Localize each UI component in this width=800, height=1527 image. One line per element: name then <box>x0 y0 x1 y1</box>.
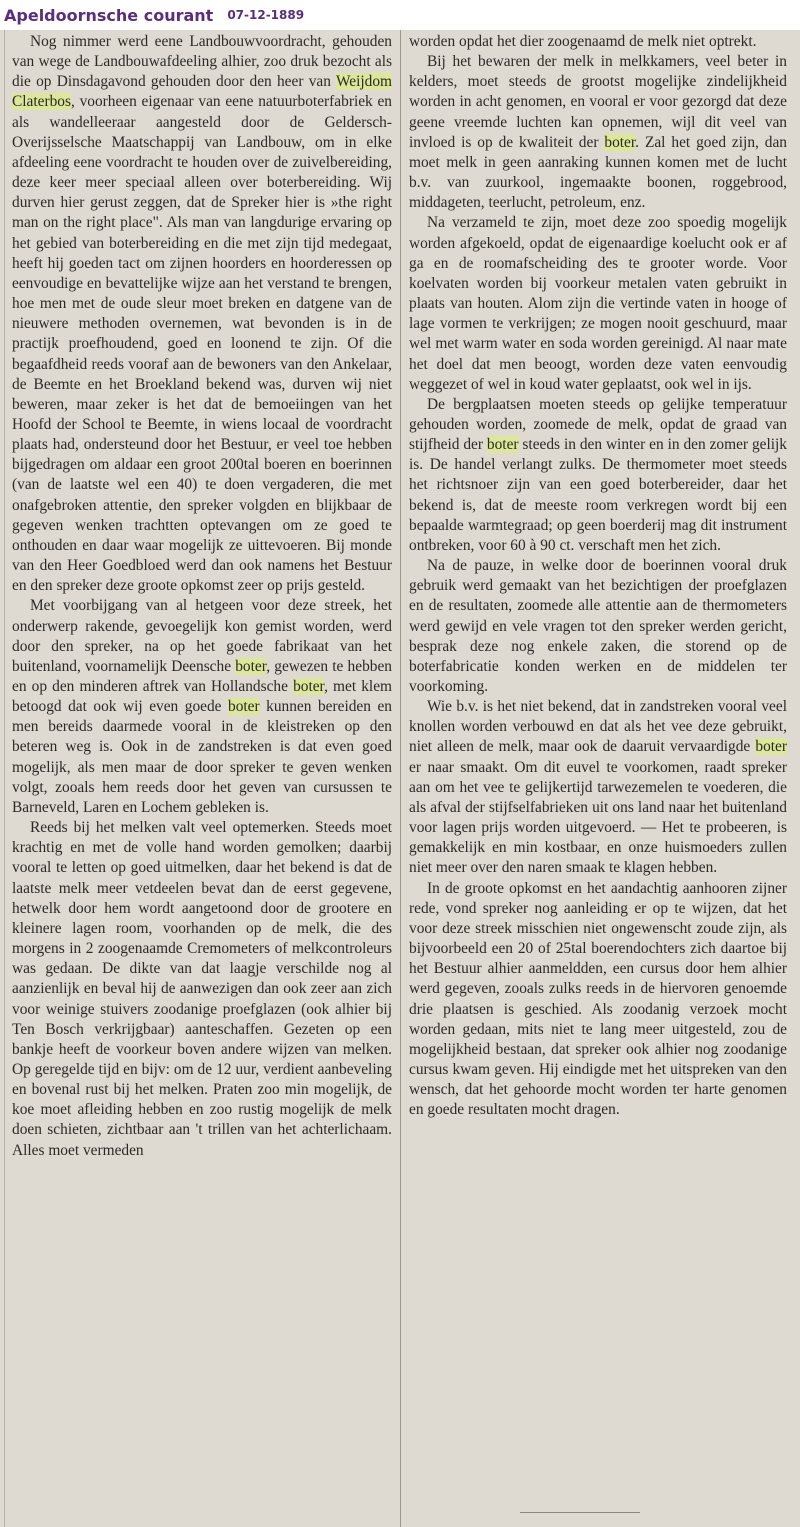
article-text: kunnen bereiden en men bereids daarmede vooral in de kleistreken op den beteren weg is. Ook in de zandstreken is dat even goed mogelijk, als men maar de door spreker te geven wenken volgt, zooals hem reeds door het geven van cursussen te Barneveld, Laren en Lochem gebleken is. <box>12 698 392 816</box>
article-end-rule <box>520 1512 640 1513</box>
search-highlight: boter <box>235 657 267 675</box>
article-text: er naar smaakt. Om dit euvel te voorkomen, raadt spreker aan om het vee te gelijkertijd tarwezemelen te voederen, die als afval der stijfselfabrieken uit ons land naar het buitenland voor lagen prijs worden uitgevoerd. — Het te probeeren, is gemakkelijk en min kostbaar, en onze huismoeders zullen niet meer over den naren smaak te klagen hebben. <box>409 758 787 877</box>
article-text: Nog nimmer werd eene Landbouwvoordracht, gehouden van wege de Landbouwafdeeling alhier, zoo druk bezocht als die op Dinsdagavond gehouden door den heer van <box>12 33 392 91</box>
article-paragraph <box>409 213 787 394</box>
article-text: Na verzameld te zijn, moet deze zoo spoedig mogelijk worden afgekoeld, opdat de eigenaardige koelucht ook er af ga en de roomafscheiding des te grooter worde. Voor koelvaten worden bij voorkeur metalen vaten gebruikt in plaats van houten. Alom zijn die vertinde vaten in hooge of lage vormen te verkrijgen; ze mogen nooit geschuurd, maar wel met warm water en soda worden gereinigd. Al naar mate het doel dat men beoogt, worden deze vaten eenvoudig weggezet of wel in koud water geplaatst, ook wel in ijs. <box>409 214 787 393</box>
article-paragraph <box>12 818 392 1161</box>
article-text: Na de pauze, in welke door de boerinnen vooral druk gebruik werd gemaakt van het bezichtigen der proefglazen en de resultaten, zoomede alle attentie aan de thermometers werd gewijd en vele vragen tot den spreker werden gericht, besprak deze nog enkele zaken, die storend op de boterfabricatie konden werken en de middelen ter voorkoming. <box>409 557 787 695</box>
publication-date: 07-12-1889 <box>227 8 305 22</box>
article-text: . Zal het goed zijn, dan moet melk in geen aanraking kunnen komen met de lucht b.v. van zuurkool, ingemaakte boonen, roggebrood, middageten, teerlucht, petroleum, enz. <box>409 133 787 212</box>
article-paragraph <box>12 32 392 596</box>
article-paragraph <box>409 879 787 1121</box>
article-text: , voorheen eigenaar van eene natuurboterfabriek en als wandelleeraar aangesteld door de Geldersch-Overijsselsche Maatschappij van Landbouw, om in elke afdeeling eene voordracht te houden over de zuivelbereiding, deze keer meer speciaal alleen over boterbereiding. Wij durven hier gerust zeggen, dat de Spreker hier is »the right man on the right place". Als man van langdurige ervaring op het gebied van boterbereiding en die met zijn tijd medegaat, heeft hij goeden tact om zijnen hoorders en hoorderessen op eenvoudige en bevattelijke wijze aan het verstand te brengen, hoe men met de oude sleur moet breken en datgene van de nieuwere methoden overnemen, wat bevonden is in de practijk proefhoudend, goed en loonend te zijn. Of die begaafdheid reeds vooraf aan de bewoners van den Ankelaar, de Beemte en het Broekland bekend was, durven wij niet beweren, maar zeker is het dat de bemoeiingen van het Hoofd der School te Beemte, in wiens locaal de voordracht plaats had, ondersteund door het Bestuur, er veel toe hebben bijgedragen om aldaar een groot 200tal boeren en boerinnen (van de laatste wel een 40) te doen vergaderen, die met onafgebroken attentie, den spreker volgden en blijkbaar de gegeven wenken trachtten optevangen om ze goed te onthouden en daar waar mogelijk ze uittevoeren. Bij monde van den Heer Goedbloed werd dan ook namens het Bestuur en den spreker deze groote opkomst zeer op prijs gesteld. <box>12 93 392 595</box>
search-highlight: boter <box>293 678 325 695</box>
newspaper-title: Apeldoornsche courant <box>4 5 214 25</box>
page-header <box>0 0 800 30</box>
clipping-edge-rule <box>4 30 5 1527</box>
article-paragraph <box>409 395 787 556</box>
article-paragraph <box>409 556 787 697</box>
article-text: , met klem betoogd dat ook wij even goede <box>12 678 392 716</box>
search-highlight: boter <box>486 436 519 454</box>
article-text: Reeds bij het melken valt veel optemerken. Steeds moet krachtig en met de volle hand worden gemolken; daarbij vooral te letten op goed uitmelken, daar het bekend is dat de laatste melk meer vetdeelen bevat dan de eerst gegevene, hetwelk door hem wordt aangetoond door de grootere en kleinere lagen room, voorhanden op de melk, die des morgens in 2 zoogenaamde Cremometers of melkcontroleurs was gedaan. De dikte van dat laagje verschilde nog al aanzienlijk en beval hij de aanwezigen dan ook zeer aan zich voor weinige stuivers zoodanige proefglazen (ook alhier bij Ten Bosch verkrijgbaar) aanteschaffen. Gezeten op een bankje heeft de voorkeur boven andere wijzen van melken. Op geregelde tijd en bijv: om de 12 uur, verdient aanbeveling en bovenal rust bij het melken. Praten zoo min mogelijk, de koe moet afleiding hebben en zoo rustig mogelijk de melk doen schieten, zichtbaar aan 't trillen van het achterlichaam. Alles moet vermeden <box>12 819 392 1159</box>
search-highlight: boter <box>604 133 636 151</box>
article-paragraph <box>12 596 392 818</box>
article-text: Wie b.v. is het niet bekend, dat in zandstreken vooral veel knollen worden verbouwd en dat als het vee deze gebruikt, niet alleen de melk, maar ook de daaruit vervaardigde <box>409 698 787 756</box>
article-text: steeds in den winter en in den zomer gelijk is. De handel verlangt zulks. De thermometer moet steeds het richtsnoer zijn van een goed boterbereider, daar het bekend is, dat de meeste room verkregen wordt bij een bepaalde warmtegraad; op geen boerderij mag dit instrument ontbreken, voor 60 à 90 ct. verschaft men het zich. <box>409 436 787 554</box>
article-column-left <box>12 30 392 1527</box>
column-divider <box>400 30 401 1527</box>
search-highlight: boter <box>228 698 260 716</box>
article-text: Met voorbijgang van al hetgeen voor deze streek, het onderwerp rakende, gevoegelijk kon gemist worden, werd door den spreker, na op het goede fabrikaat van het buitenland, voornamelijk Deensche <box>12 597 392 675</box>
article-paragraph <box>409 32 787 52</box>
search-highlight: Weijdom Claterbos <box>12 73 392 111</box>
newspaper-clipping <box>0 30 800 1527</box>
article-column-right <box>409 30 787 1527</box>
article-text: In de groote opkomst en het aandachtig aanhooren zijner rede, vond spreker nog aanleiding er op te wijzen, dat het voor deze streek misschien niet ongewenscht zoude zijn, als bijvoorbeeld een 20 of 25tal boerendochters zich daartoe bij het Bestuur alhier aanmeldden, een cursus door hem alhier werd gegeven, zooals zulks reeds in de hiervoren genoemde drie plaatsen is geschied. Als zoodanig verzoek mocht worden gedaan, mits niet te lang meer uitgesteld, zou de mogelijkheid bestaan, dat spreker ook alhier nog zoodanige cursus kwam geven. Hij eindigde met het uitspreken van den wensch, dat het gehoorde mocht worden ter harte genomen en goede resultaten mocht dragen. <box>409 879 787 1119</box>
article-paragraph <box>409 697 787 878</box>
article-text: , gewezen te hebben en op den minderen aftrek van Hollandsche <box>12 657 392 695</box>
search-highlight: boter <box>755 738 787 756</box>
article-text: De bergplaatsen moeten steeds op gelijke temperatuur gehouden worden, zoomede de melk, opdat de graad van stijfheid der <box>409 395 787 454</box>
article-paragraph <box>409 52 787 213</box>
article-text: worden opdat het dier zoogenaamd de melk niet optrekt. <box>409 33 757 50</box>
article-text: Bij het bewaren der melk in melkkamers, veel beter in kelders, moet steeds de grootst mogelijke zindelijkheid worden in acht genomen, en vooral er voor gezorgd dat deze geene vreemde luchten kan opnemen, wijl dit veel van invloed is op de kwaliteit der <box>409 53 787 151</box>
